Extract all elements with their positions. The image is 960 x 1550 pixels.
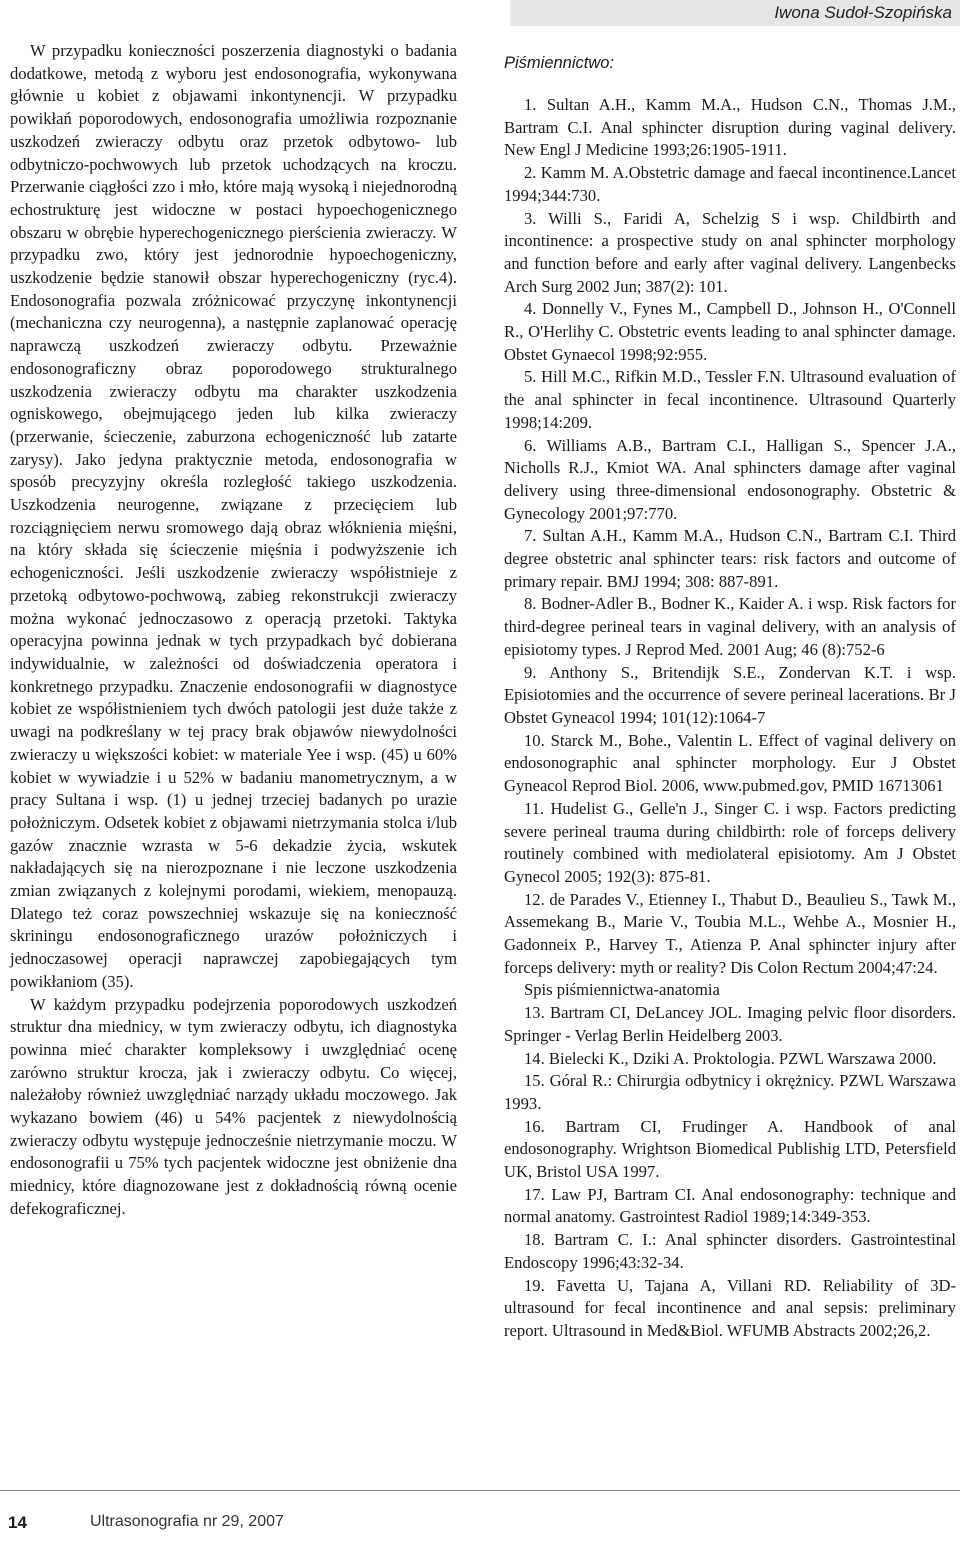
reference-item: 9. Anthony S., Britendijk S.E., Zondervan K.T. i wsp. Episiotomies and the occurrence of severe perineal lacerations. Br J Obstet Gyneacol 1994; 101(12):1064-7 [504, 662, 956, 727]
reference-item: 8. Bodner-Adler B., Bodner K., Kaider A. i wsp. Risk factors for third-degree perineal tears in vaginal delivery, with an analysis of episiotomy types. J Reprod Med. 2001 Aug; 46 (8):752-6 [504, 594, 956, 659]
body-paragraph: W każdym przypadku podejrzenia poporodowych uszkodzeń struktur dna miednicy, w tym zwieraczy odbytu, ich diagnostyka powinna mieć charakter kompleksowy i uwzględniać ocenę zarówno struktur krocza, jak i zwieraczy odbytu. Co więcej, należałoby również uwzględniać narządy układu moczowego. Jak wykazano bowiem (46) u 54% pacjentek z niewydolnością zwieraczy odbytu występuje jednocześnie nietrzymanie moczu. W endosonografii u 75% tych pacjentek widoczne jest obniżenie dna miednicy, które diagnozowane jest z dokładnością równą ocenie defekograficznej. [10, 994, 457, 1218]
references-subheading: Spis piśmiennictwa-anatomia [524, 980, 720, 1000]
reference-item: 10. Starck M., Bohe., Valentin L. Effect of vaginal delivery on endosonographic anal sphincter morphology. Eur J Obstet Gyneacol Reprod Biol. 2006, www.pubmed.gov, PMID 16713061 [504, 730, 956, 796]
body-text-column [10, 40, 457, 1221]
running-header-author: Iwona Sudoł-Szopińska [510, 0, 960, 26]
body-paragraph: W przypadku konieczności poszerzenia diagnostyki o badania dodatkowe, metodą z wyboru jest endosonografia, wykonywana głównie u kobiet z objawami inkontynencji. W przypadku powikłań poporodowych, endosonografia umożliwia rozpoznanie uszkodzeń zwieraczy odbytu oraz przetok odbytowo- lub odbytniczo-pochwowych lub przetok uchodzących na kroczu. Przerwanie ciągłości zzo i mło, które mają wysoką i niejednorodną echostrukturę jest widoczne w postaci hypoechogenicznego obszaru w obrębie hyperechogenicznego pierścienia zwieraczy. W przypadku zwo, który jest jednorodnie hypoechogeniczny, uszkodzenie będzie stanowił obszar hyperechogeniczny (ryc.4). Endosonografia pozwala zróżnicować przyczynę inkontynencji (mechaniczna czy neurogenna), a następnie zaplanować operację naprawczą uszkodzeń zwieraczy odbytu. Przeważnie endosonograficzny obraz poporodowego strukturalnego uszkodzenia zwieraczy odbytu ma charakter uszkodzenia ogniskowego, obejmującego jeden lub kilka zwieraczy (przerwanie, ścieczenie, zaburzona echogeniczność lub zatarte zarysy). Jako jedyna praktycznie metoda, endosonografia w sposób precyzyjny określa rozległość takiego uszkodzenia. Uszkodzenia neurogenne, związane z przecięciem lub rozciągnięciem nerwu sromowego dają obraz włóknienia mięśni, na który składa się ścieczenie mięśnia i podwyższenie ich echogeniczności. Jeśli uszkodzenie zwieraczy współistnieje z przetoką odbytowo-pochwową, zabieg rekonstrukcji zwieraczy można wykonać jednoczasowo z operacją przetoki. Taktyka operacyjna powinna jednak w tych przypadkach być dobierana indywidualnie, w zależności od doświadczenia operatora i konkretnego przypadku. Znaczenie endosonografii w diagnostyce kobiet ze współistnieniem tych dwóch patologii jest duże także z uwagi na podkreślany w tej pracy brak objawów niewydolności zwieraczy u większości kobiet: w materiale Yee i wsp. (45) u 60% kobiet w wywiadzie i u 52% w badaniu manometrycznym, a w pracy Sultana i wsp. (1) u jednej trzeciej badanych po urazie położniczym. Odsetek kobiet z objawami nietrzymania stolca i/lub gazów znacznie wzrasta w 5-6 dekadzie życia, wskutek nakładających się na nierozpoznane i nie leczone uszkodzenia zmian związanych z kolejnymi porodami, wiekiem, menopauzą. Dlatego też coraz powszechniej wskazuje się na konieczność skriningu endosonograficznego urazów położniczych i jednoczasowej operacji naprawczej zapobiegających tym powikłaniom (35). [10, 41, 457, 991]
journal-footer: Ultrasonografia nr 29, 2007 [90, 1513, 284, 1530]
reference-item: 12. de Parades V., Etienney I., Thabut D., Beaulieu S., Tawk M., Assemekang B., Marie V., Toubia M.L., Wehbe A., Mosnier H., Gadonneix P., Harvey T., Atienza P. Anal sphincter injury after forceps delivery: myth or reality? Dis Colon Rectum 2004;47:24. [504, 889, 956, 977]
reference-item: 3. Willi S., Faridi A, Schelzig S i wsp. Childbirth and incontinence: a prospective study on anal sphincter morphology and function before and early after vaginal delivery. Langenbecks Arch Surg 2002 Jun; 387(2): 101. [504, 208, 956, 296]
reference-item: 1. Sultan A.H., Kamm M.A., Hudson C.N., Thomas J.M., Bartram C.I. Anal sphincter disruption during vaginal delivery. New Engl J Medicine 1993;26:1905-1911. [504, 95, 956, 160]
reference-item: 6. Williams A.B., Bartram C.I., Halligan S., Spencer J.A., Nicholls R.J., Kmiot WA. Anal sphincters damage after vaginal delivery using three-dimensional endosonography. Obstetric & Gynecology 2001;97:770. [504, 435, 956, 523]
reference-item: 19. Favetta U, Tajana A, Villani RD. Reliability of 3D-ultrasound for fecal incontinence and anal sepsis: preliminary report. Ultrasound in Med&Biol. WFUMB Abstracts 2002;26,2. [504, 1275, 956, 1340]
reference-item: 18. Bartram C. I.: Anal sphincter disorders. Gastrointestinal Endoscopy 1996;43:32-34. [504, 1230, 956, 1272]
reference-item: 7. Sultan A.H., Kamm M.A., Hudson C.N., Bartram C.I. Third degree obstetric anal sphincter tears: risk factors and outcome of primary repair. BMJ 1994; 308: 887-891. [504, 526, 956, 591]
footer-divider [0, 1490, 960, 1491]
references-heading: Piśmiennictwo: [504, 54, 615, 72]
reference-item: 14. Bielecki K., Dziki A. Proktologia. PZWL Warszawa 2000. [524, 1048, 937, 1068]
reference-item: 5. Hill M.C., Rifkin M.D., Tessler F.N. Ultrasound evaluation of the anal sphincter in fecal incontinence. Ultrasound Quarterly 1998;14:209. [504, 367, 956, 432]
reference-item: 4. Donnelly V., Fynes M., Campbell D., Johnson H., O'Connell R., O'Herlihy C. Obstetric events leading to anal sphincter damage. Obstet Gynaecol 1998;92:955. [504, 299, 956, 364]
reference-item: 11. Hudelist G., Gelle'n J., Singer C. i wsp. Factors predicting severe perineal trauma during childbirth: role of forceps delivery routinely combined with mediolateral episiotomy. Am J Obstet Gynecol 2005; 192(3): 875-81. [504, 798, 956, 886]
reference-item: 15. Góral R.: Chirurgia odbytnicy i okrężnicy. PZWL Warszawa 1993. [504, 1071, 956, 1113]
page-number: 14 [8, 1513, 27, 1532]
reference-item: 16. Bartram CI, Frudinger A. Handbook of anal endosonography. Wrightson Biomedical Publishig LTD, Petersfield UK, Bristol USA 1997. [504, 1116, 956, 1182]
references-column [504, 40, 956, 1343]
reference-item: 13. Bartram CI, DeLancey JOL. Imaging pelvic floor disorders. Springer - Verlag Berlin Heidelberg 2003. [504, 1003, 956, 1045]
reference-item: 2. Kamm M. A.Obstetric damage and faecal incontinence.Lancet 1994;344:730. [504, 163, 956, 205]
reference-item: 17. Law PJ, Bartram CI. Anal endosonography: technique and normal anatomy. Gastrointest Radiol 1989;14:349-353. [504, 1184, 956, 1227]
